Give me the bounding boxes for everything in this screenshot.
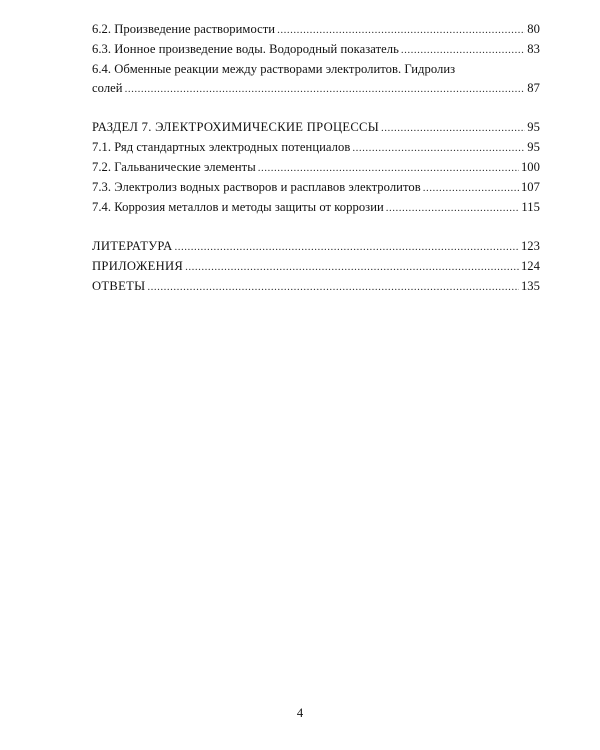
toc-entry-7-3[interactable] xyxy=(92,178,540,198)
toc-entry-6-3[interactable] xyxy=(92,40,540,60)
dot-leader xyxy=(125,80,526,99)
toc-entry-appendices[interactable] xyxy=(92,257,540,277)
toc-entry-7-4[interactable] xyxy=(92,198,540,218)
dot-leader xyxy=(147,278,519,297)
toc-entry-page: 135 xyxy=(520,279,540,293)
dot-leader xyxy=(175,238,519,257)
toc-section-title: ПРИЛОЖЕНИЯ xyxy=(92,259,184,273)
toc-entry-page: 100 xyxy=(520,160,540,174)
toc-group-section-7 xyxy=(92,118,540,218)
toc-entry-7-2[interactable] xyxy=(92,158,540,178)
toc-entry-section-7[interactable] xyxy=(92,118,540,138)
toc-section-title: РАЗДЕЛ 7. ЭЛЕКТРОХИМИЧЕСКИЕ ПРОЦЕССЫ xyxy=(92,120,380,134)
toc-entry-page: 124 xyxy=(520,259,540,273)
toc-entry-title-line-1: 6.4. Обменные реакции между растворами электролитов. Гидролиз xyxy=(92,62,456,76)
dot-leader xyxy=(381,119,525,138)
dot-leader xyxy=(423,179,519,198)
page-number: 4 xyxy=(296,706,304,720)
toc-entry-6-2[interactable] xyxy=(92,20,540,40)
toc-entry-page: 80 xyxy=(527,22,540,36)
toc-entry-page: 107 xyxy=(520,180,540,194)
toc-entry-title: 7.1. Ряд стандартных электродных потенциалов xyxy=(92,140,351,154)
toc-entry-page: 83 xyxy=(527,42,540,56)
toc-group-back-matter xyxy=(92,237,540,297)
toc-entry-page: 115 xyxy=(521,200,540,214)
toc-entry-title-line-2: солей xyxy=(92,81,123,95)
toc-entry-page: 87 xyxy=(527,81,540,95)
toc-entry-literature[interactable] xyxy=(92,237,540,257)
dot-leader xyxy=(352,139,525,158)
dot-leader xyxy=(185,258,519,277)
toc-section-title: ОТВЕТЫ xyxy=(92,279,146,293)
toc-entry-title: 6.3. Ионное произведение воды. Водородный показатель xyxy=(92,42,399,56)
toc-entry-title: 7.3. Электролиз водных растворов и расплавов электролитов xyxy=(92,180,421,194)
dot-leader xyxy=(258,159,519,178)
dot-leader xyxy=(386,199,520,218)
toc-section-title: ЛИТЕРАТУРА xyxy=(92,239,173,253)
toc-entry-page: 95 xyxy=(527,120,540,134)
dot-leader xyxy=(277,21,525,40)
toc-entry-6-4[interactable] xyxy=(92,60,540,99)
dot-leader xyxy=(401,41,525,60)
toc-entry-page: 123 xyxy=(520,239,540,253)
table-of-contents xyxy=(92,20,540,297)
toc-entry-7-1[interactable] xyxy=(92,138,540,158)
toc-entry-title: 6.2. Произведение растворимости xyxy=(92,22,276,36)
toc-entry-answers[interactable] xyxy=(92,277,540,297)
toc-entry-title: 7.4. Коррозия металлов и методы защиты от коррозии xyxy=(92,200,384,214)
toc-entry-title: 7.2. Гальванические элементы xyxy=(92,160,256,174)
toc-entry-page: 95 xyxy=(527,140,540,154)
toc-group-section-6 xyxy=(92,20,540,99)
